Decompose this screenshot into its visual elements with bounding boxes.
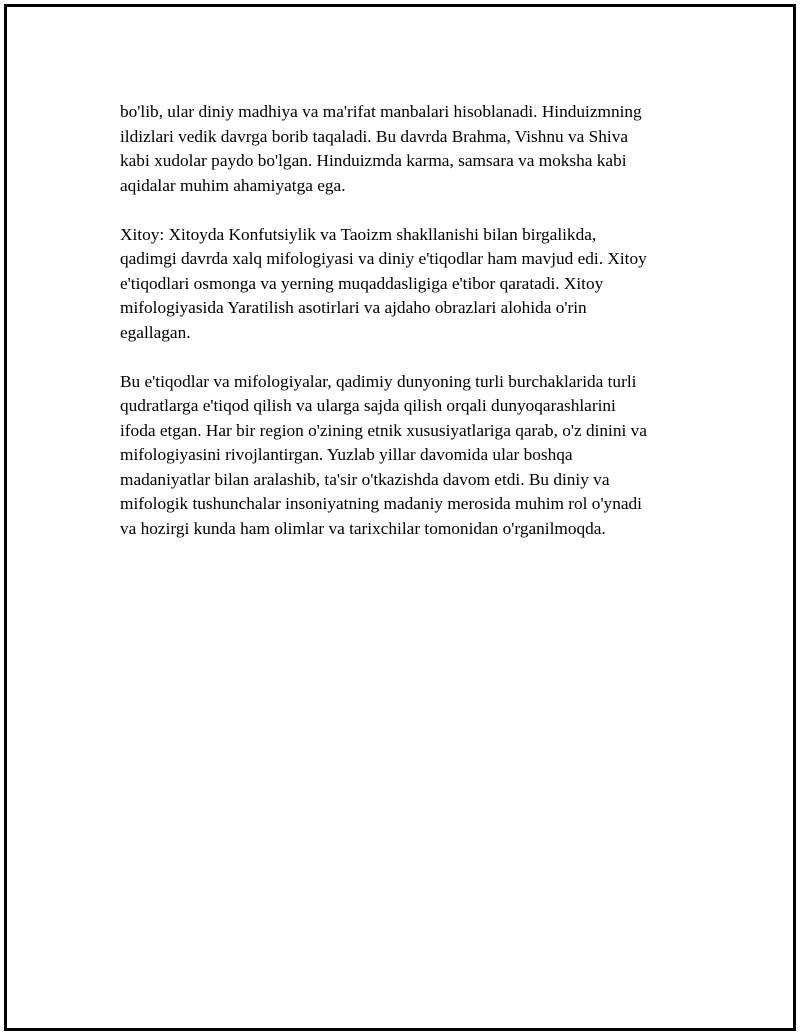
text-line: mifologik tushunchalar insoniyatning madaniy merosida muhim rol o'ynadi [120, 494, 642, 513]
text-line: qadimgi davrda xalq mifologiyasi va diniy e'tiqodlar ham mavjud edi. Xitoy [120, 249, 647, 268]
document-body [120, 100, 710, 566]
text-line: Bu e'tiqodlar va mifologiyalar, qadimiy dunyoning turli burchaklarida turli [120, 371, 637, 391]
text-line: mifologiyasida Yaratilish asotirlari va ajdaho obrazlari alohida o'rin [120, 298, 587, 317]
paragraph-hinduism [120, 100, 710, 198]
text-line: madaniyatlar bilan aralashib, ta'sir o'tkazishda davom etdi. Bu diniy va [120, 469, 610, 489]
text-line: egallagan. [120, 322, 191, 342]
text-line: va hozirgi kunda ham olimlar va tarixchilar tomonidan o'rganilmoqda. [120, 518, 606, 538]
text-line: aqidalar muhim ahamiyatga ega. [120, 175, 346, 195]
text-line: ildizlari vedik davrga borib taqaladi. Bu davrda Brahma, Vishnu va Shiva [120, 126, 628, 146]
text-line: Xitoy: Xitoyda Konfutsiylik va Taoizm shakllanishi bilan birgalikda, [120, 224, 597, 244]
text-line: qudratlarga e'tiqod qilish va ularga sajda qilish orqali dunyoqarashlarini [120, 396, 616, 415]
paragraph-conclusion [120, 370, 710, 542]
page-frame [4, 4, 796, 1031]
text-line: kabi xudolar paydo bo'lgan. Hinduizmda karma, samsara va moksha kabi [120, 151, 627, 170]
paragraph-china [120, 223, 710, 346]
text-line: ifoda etgan. Har bir region o'zining etnik xususiyatlariga qarab, o'z dinini va [120, 420, 647, 440]
text-line: e'tiqodlari osmonga va yerning muqaddasligiga e'tibor qaratadi. Xitoy [120, 273, 604, 293]
text-line: bo'lib, ular diniy madhiya va ma'rifat manbalari hisoblanadi. Hinduizmning [120, 102, 642, 121]
text-line: mifologiyasini rivojlantirgan. Yuzlab yillar davomida ular boshqa [120, 445, 573, 464]
